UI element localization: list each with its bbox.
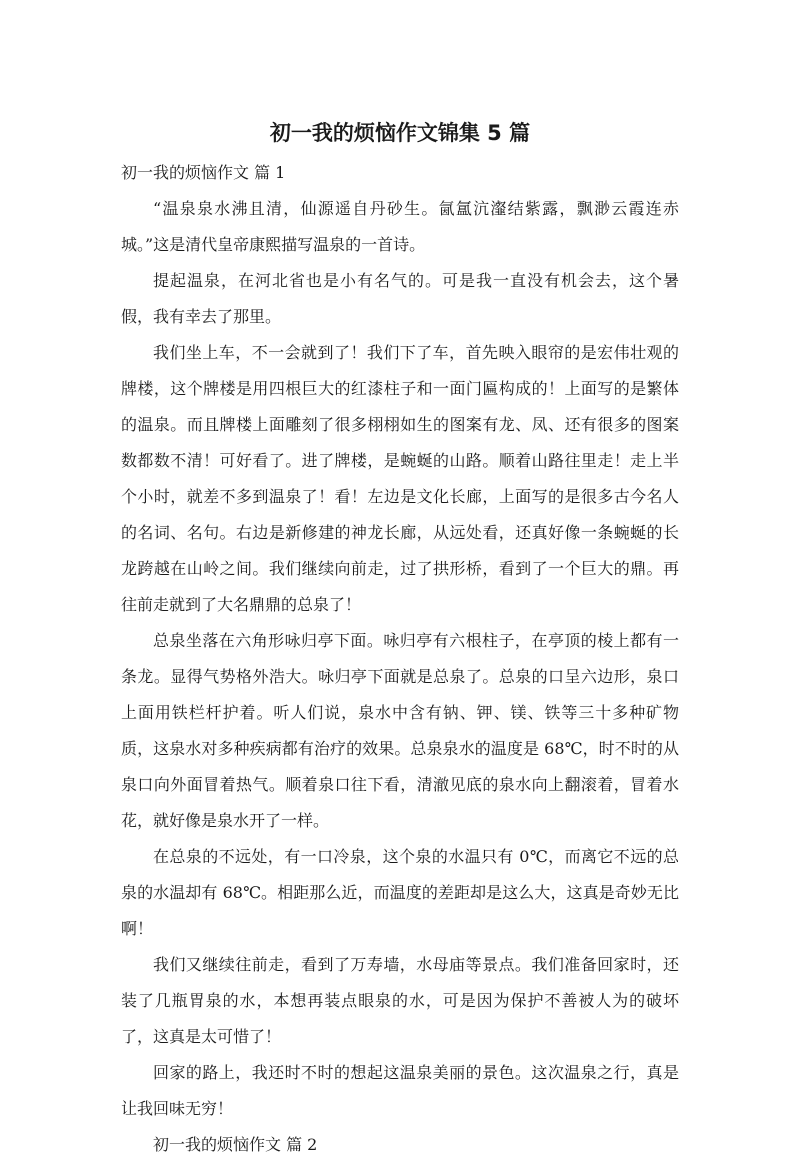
- paragraph-3: 我们坐上车，不一会就到了！我们下了车，首先映入眼帘的是宏伟壮观的牌楼，这个牌楼是用四根巨大的红漆柱子和一面门匾构成的！上面写的是繁体的温泉。而且牌楼上面雕刻了很多栩栩如生的图案有龙、凤、还有很多的图案数都数不清！可好看了。进了牌楼，是蜿蜒的山路。顺着山路往里走！走上半个小时，就差不多到温泉了！看！左边是文化长廊，上面写的是很多古今名人的名词、名句。右边是新修建的神龙长廊，从远处看，还真好像一条蜿蜒的长龙跨越在山岭之间。我们继续向前走，过了拱形桥，看到了一个巨大的鼎。再往前走就到了大名鼎鼎的总泉了！: [121, 343, 679, 614]
- section-heading-1: 初一我的烦恼作文 篇 1: [121, 163, 286, 182]
- paragraph-4: 总泉坐落在六角形咏归亭下面。咏归亭有六根柱子，在亭顶的棱上都有一条龙。显得气势格外浩大。咏归亭下面就是总泉了。总泉的口呈六边形，泉口上面用铁栏杆护着。听人们说，泉水中含有钠、钾、镁、铁等三十多种矿物质，这泉水对多种疾病都有治疗的效果。总泉泉水的温度是 68℃，时不时的从泉口向外面冒着热气。顺着泉口往下看，清澈见底的泉水向上翻滚着，冒着水花，就好像是泉水开了一样。: [121, 631, 679, 830]
- document-body: [121, 155, 679, 1163]
- document-title: 初一我的烦恼作文锦集 5 篇: [269, 121, 531, 145]
- paragraph-2: 提起温泉，在河北省也是小有名气的。可是我一直没有机会去，这个暑假，我有幸去了那里。: [121, 271, 679, 326]
- section-heading-2: 初一我的烦恼作文 篇 2: [153, 1135, 318, 1154]
- paragraph-7: 回家的路上，我还时不时的想起这温泉美丽的景色。这次温泉之行，真是让我回味无穷！: [121, 1063, 679, 1118]
- paragraph-1: “温泉泉水沸且清，仙源遥自丹砂生。氤氲沆瀣结紫露，飘渺云霞连赤城。”这是清代皇帝康熙描写温泉的一首诗。: [121, 199, 679, 254]
- paragraph-6: 我们又继续往前走，看到了万寿墙，水母庙等景点。我们准备回家时，还装了几瓶胃泉的水，本想再装点眼泉的水，可是因为保护不善被人为的破坏了，这真是太可惜了！: [121, 955, 679, 1046]
- paragraph-5: 在总泉的不远处，有一口冷泉，这个泉的水温只有 0℃，而离它不远的总泉的水温却有 68℃。相距那么近，而温度的差距却是这么大，这真是奇妙无比啊！: [121, 847, 679, 938]
